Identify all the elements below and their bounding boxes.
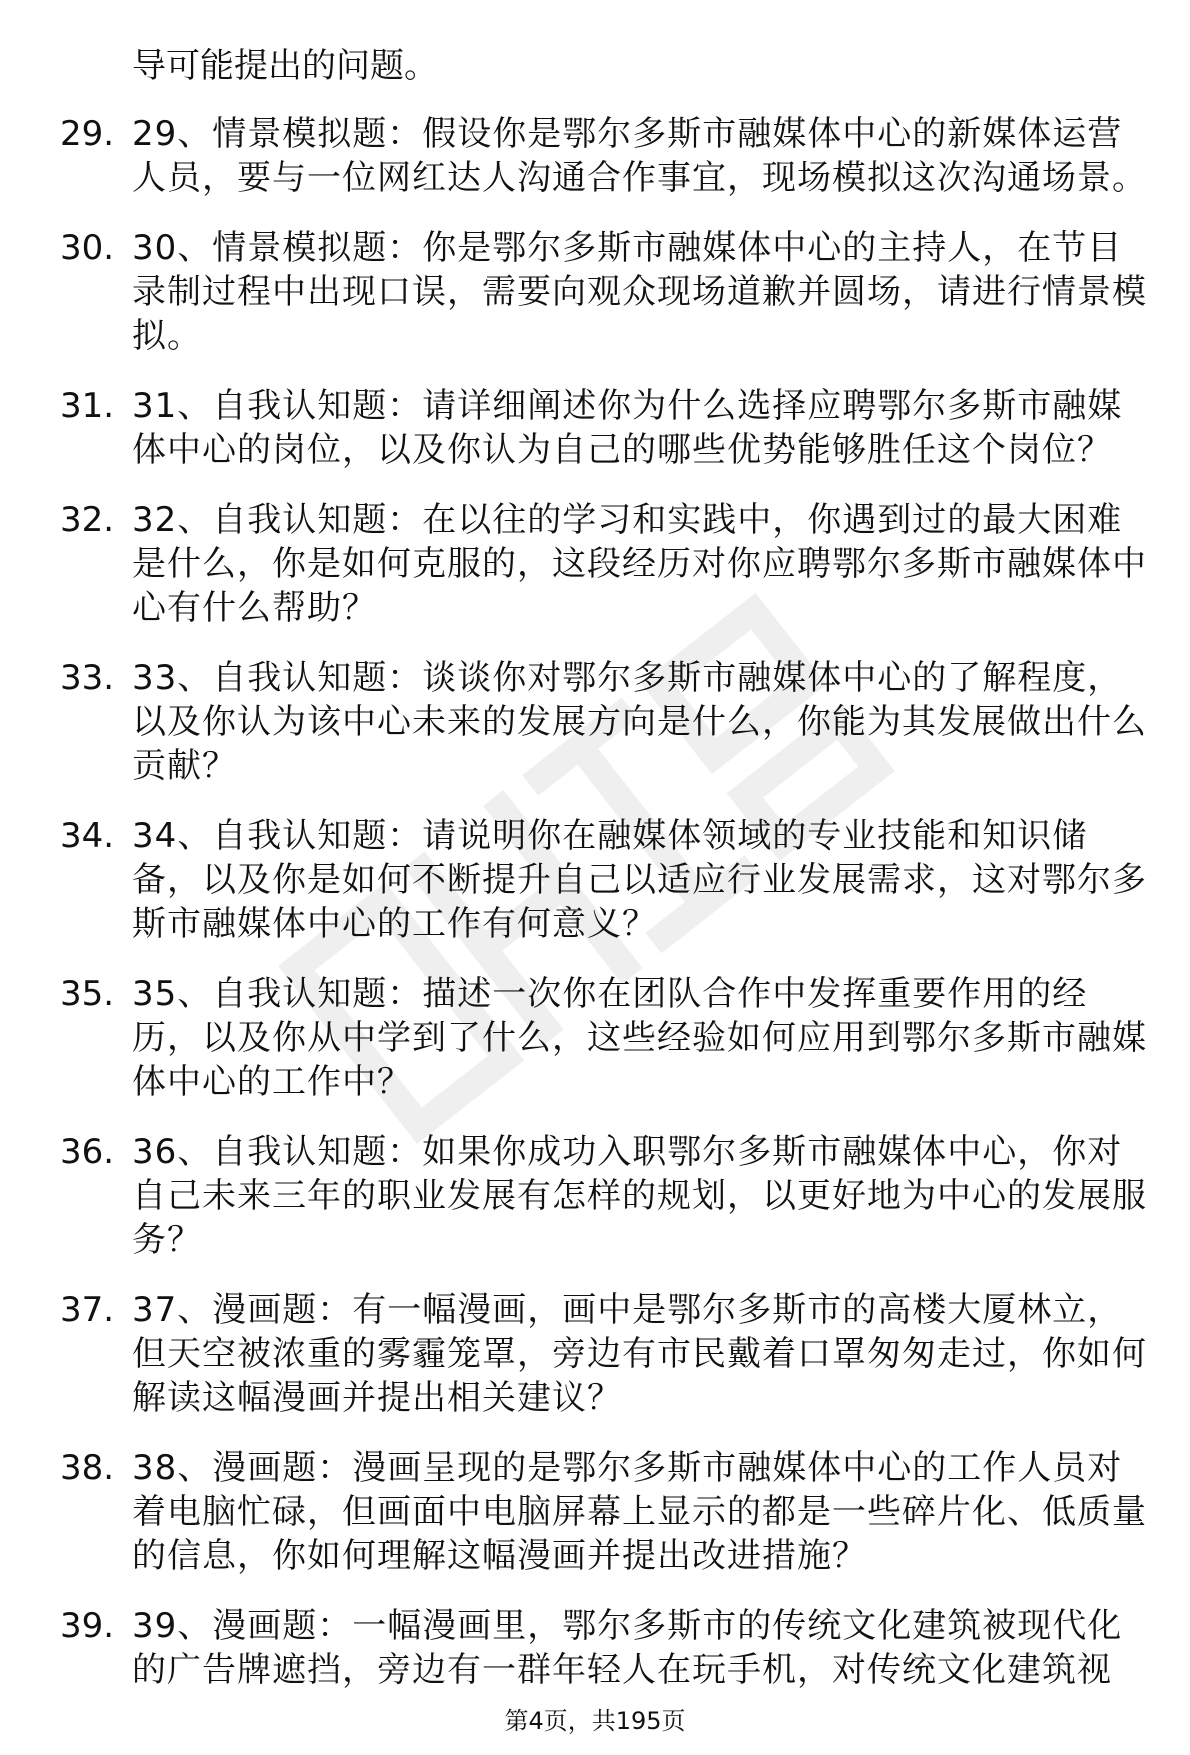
item-text: 29、情景模拟题：假设你是鄂尔多斯市融媒体中心的新媒体运营人员，要与一位网红达人沟通合作事宜，现场模拟这次沟通场景。 <box>132 114 1147 198</box>
list-item <box>0 1288 1190 1420</box>
item-number: 33. <box>60 658 115 698</box>
list-item <box>0 972 1190 1104</box>
list-item <box>0 1130 1190 1262</box>
item-number: 35. <box>60 974 115 1014</box>
item-number: 37. <box>60 1290 115 1330</box>
item-number: 29. <box>60 114 115 154</box>
list-item <box>0 384 1190 472</box>
item-number: 34. <box>60 816 115 856</box>
list-item <box>0 656 1190 788</box>
item-number: 38. <box>60 1448 115 1488</box>
item-text: 30、情景模拟题：你是鄂尔多斯市融媒体中心的主持人，在节目录制过程中出现口误，需要向观众现场道歉并圆场，请进行情景模拟。 <box>132 228 1147 356</box>
page-footer: 第4页，共195页 <box>504 1707 686 1735</box>
item-text: 31、自我认知题：请详细阐述你为什么选择应聘鄂尔多斯市融媒体中心的岗位，以及你认为自己的哪些优势能够胜任这个岗位？ <box>132 386 1123 470</box>
item-text: 33、自我认知题：谈谈你对鄂尔多斯市融媒体中心的了解程度，以及你认为该中心未来的发展方向是什么，你能为其发展做出什么贡献？ <box>132 658 1147 786</box>
list-item <box>0 226 1190 358</box>
item-text: 37、漫画题：有一幅漫画，画中是鄂尔多斯市的高楼大厦林立，但天空被浓重的雾霾笼罩，旁边有市民戴着口罩匆匆走过，你如何解读这幅漫画并提出相关建议？ <box>132 1290 1147 1418</box>
list-item <box>0 814 1190 946</box>
item-text: 32、自我认知题：在以往的学习和实践中，你遇到过的最大困难是什么，你是如何克服的，这段经历对你应聘鄂尔多斯市融媒体中心有什么帮助？ <box>132 500 1147 628</box>
item-number: 32. <box>60 500 115 540</box>
list-item <box>0 1446 1190 1578</box>
item-number: 30. <box>60 228 115 268</box>
item-text: 35、自我认知题：描述一次你在团队合作中发挥重要作用的经历，以及你从中学到了什么，这些经验如何应用到鄂尔多斯市融媒体中心的工作中？ <box>132 974 1147 1102</box>
item-number: 31. <box>60 386 115 426</box>
list-item <box>0 1604 1190 1692</box>
continuation-text: 导可能提出的问题。 <box>132 46 438 86</box>
item-text: 39、漫画题：一幅漫画里，鄂尔多斯市的传统文化建筑被现代化的广告牌遮挡，旁边有一群年轻人在玩手机，对传统文化建筑视 <box>132 1606 1123 1690</box>
list-item <box>0 498 1190 630</box>
item-number: 36. <box>60 1132 115 1172</box>
item-text: 34、自我认知题：请说明你在融媒体领域的专业技能和知识储备，以及你是如何不断提升自己以适应行业发展需求，这对鄂尔多斯市融媒体中心的工作有何意义？ <box>132 816 1147 944</box>
list-item <box>0 112 1190 200</box>
item-number: 39. <box>60 1606 115 1646</box>
item-text: 38、漫画题：漫画呈现的是鄂尔多斯市融媒体中心的工作人员对着电脑忙碌，但画面中电脑屏幕上显示的都是一些碎片化、低质量的信息，你如何理解这幅漫画并提出改进措施？ <box>132 1448 1147 1576</box>
item-text: 36、自我认知题：如果你成功入职鄂尔多斯市融媒体中心，你对自己未来三年的职业发展有怎样的规划，以更好地为中心的发展服务？ <box>132 1132 1147 1260</box>
question-list <box>0 112 1190 1718</box>
